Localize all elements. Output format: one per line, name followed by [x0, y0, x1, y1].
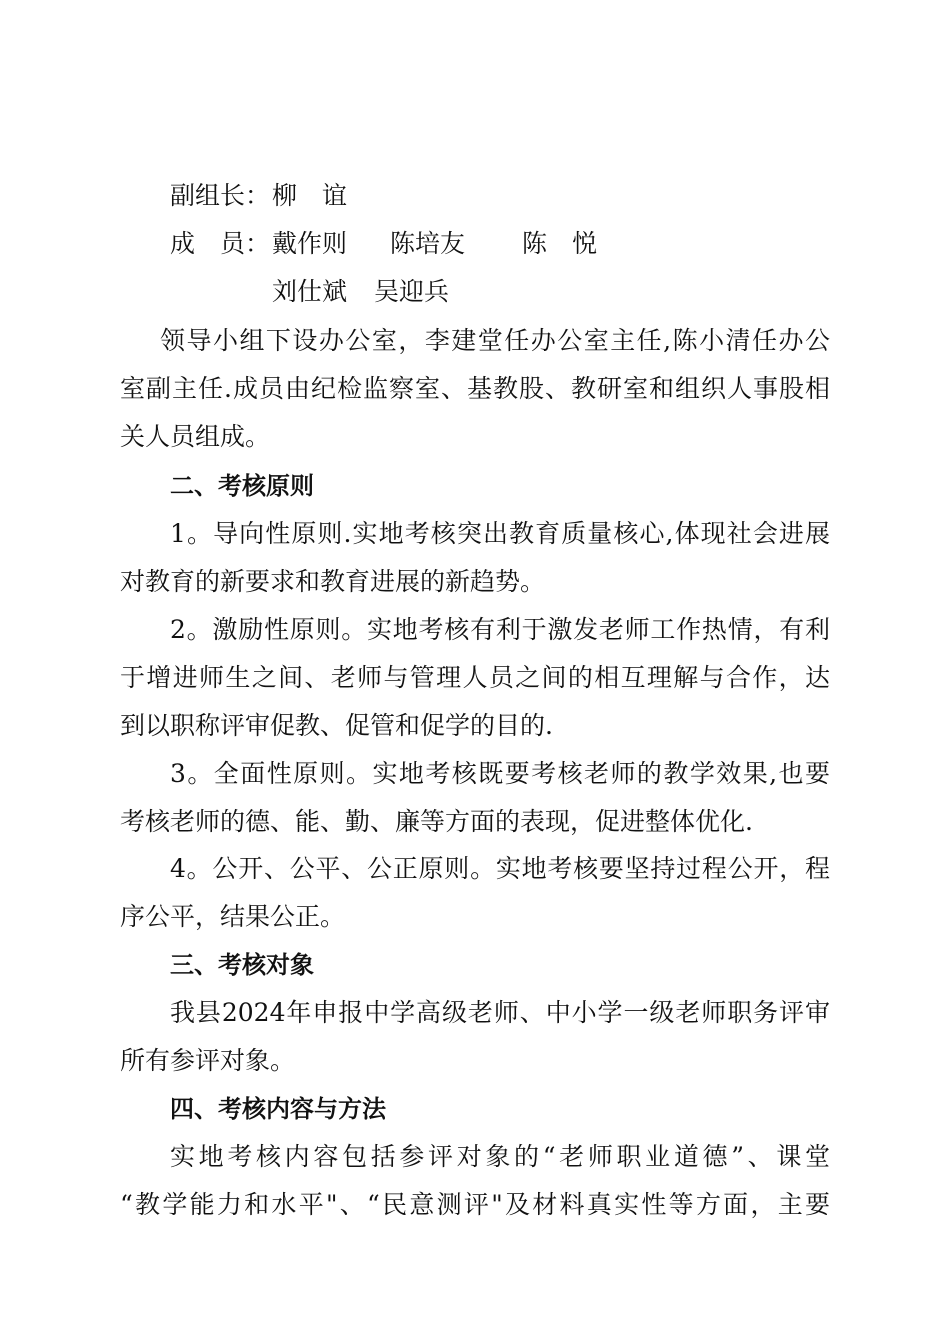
paragraph-line: 关人员组成。 — [120, 422, 271, 451]
paragraph-line: 3。全面性原则。实地考核既要考核老师的教学效果,也要 — [170, 759, 830, 788]
paragraph-line: 对教育的新要求和教育进展的新趋势。 — [120, 567, 546, 596]
paragraph-line: 考核老师的德、能、勤、廉等方面的表现，促进整体优化. — [120, 807, 753, 836]
member-name: 陈 悦 — [522, 229, 598, 258]
paragraph-line: 领导小组下设办公室，李建堂任办公室主任,陈小清任办公 — [160, 326, 830, 355]
deputy-label: 副组长： — [170, 181, 271, 210]
section-heading: 三、考核对象 — [170, 951, 314, 979]
paragraph-line: 于增进师生之间、老师与管理人员之间的相互理解与合作，达 — [120, 663, 830, 692]
paragraph-line: 我县2024年申报中学高级老师、中小学一级老师职务评审 — [170, 998, 830, 1027]
member-name: 陈培友 — [390, 229, 466, 258]
section-heading: 二、考核原则 — [170, 472, 314, 500]
paragraph-line: 序公平，结果公正。 — [120, 902, 346, 931]
paragraph-line: 所有参评对象。 — [120, 1046, 296, 1075]
paragraph-line: “教学能力和水平"、“民意测评"及材料真实性等方面，主要 — [120, 1190, 830, 1219]
paragraph-line: 2。激励性原则。实地考核有利于激发老师工作热情，有利 — [170, 615, 830, 644]
member-name: 戴作则 — [272, 229, 348, 258]
member-name: 刘仕斌 — [272, 277, 348, 306]
paragraph-line: 1。导向性原则.实地考核突出教育质量核心,体现社会进展 — [170, 519, 830, 548]
members-label: 成 员： — [170, 229, 271, 258]
paragraph-line: 室副主任.成员由纪检监察室、基教股、教研室和组织人事股相 — [120, 374, 830, 403]
paragraph-line: 4。公开、公平、公正原则。实地考核要坚持过程公开，程 — [170, 854, 830, 883]
paragraph-line: 实地考核内容包括参评对象的“老师职业道德”、课堂 — [170, 1142, 830, 1171]
section-heading: 四、考核内容与方法 — [170, 1095, 386, 1123]
deputy-name: 柳 谊 — [272, 181, 348, 210]
paragraph-line: 到以职称评审促教、促管和促学的目的. — [120, 711, 553, 740]
member-name: 吴迎兵 — [374, 277, 450, 306]
